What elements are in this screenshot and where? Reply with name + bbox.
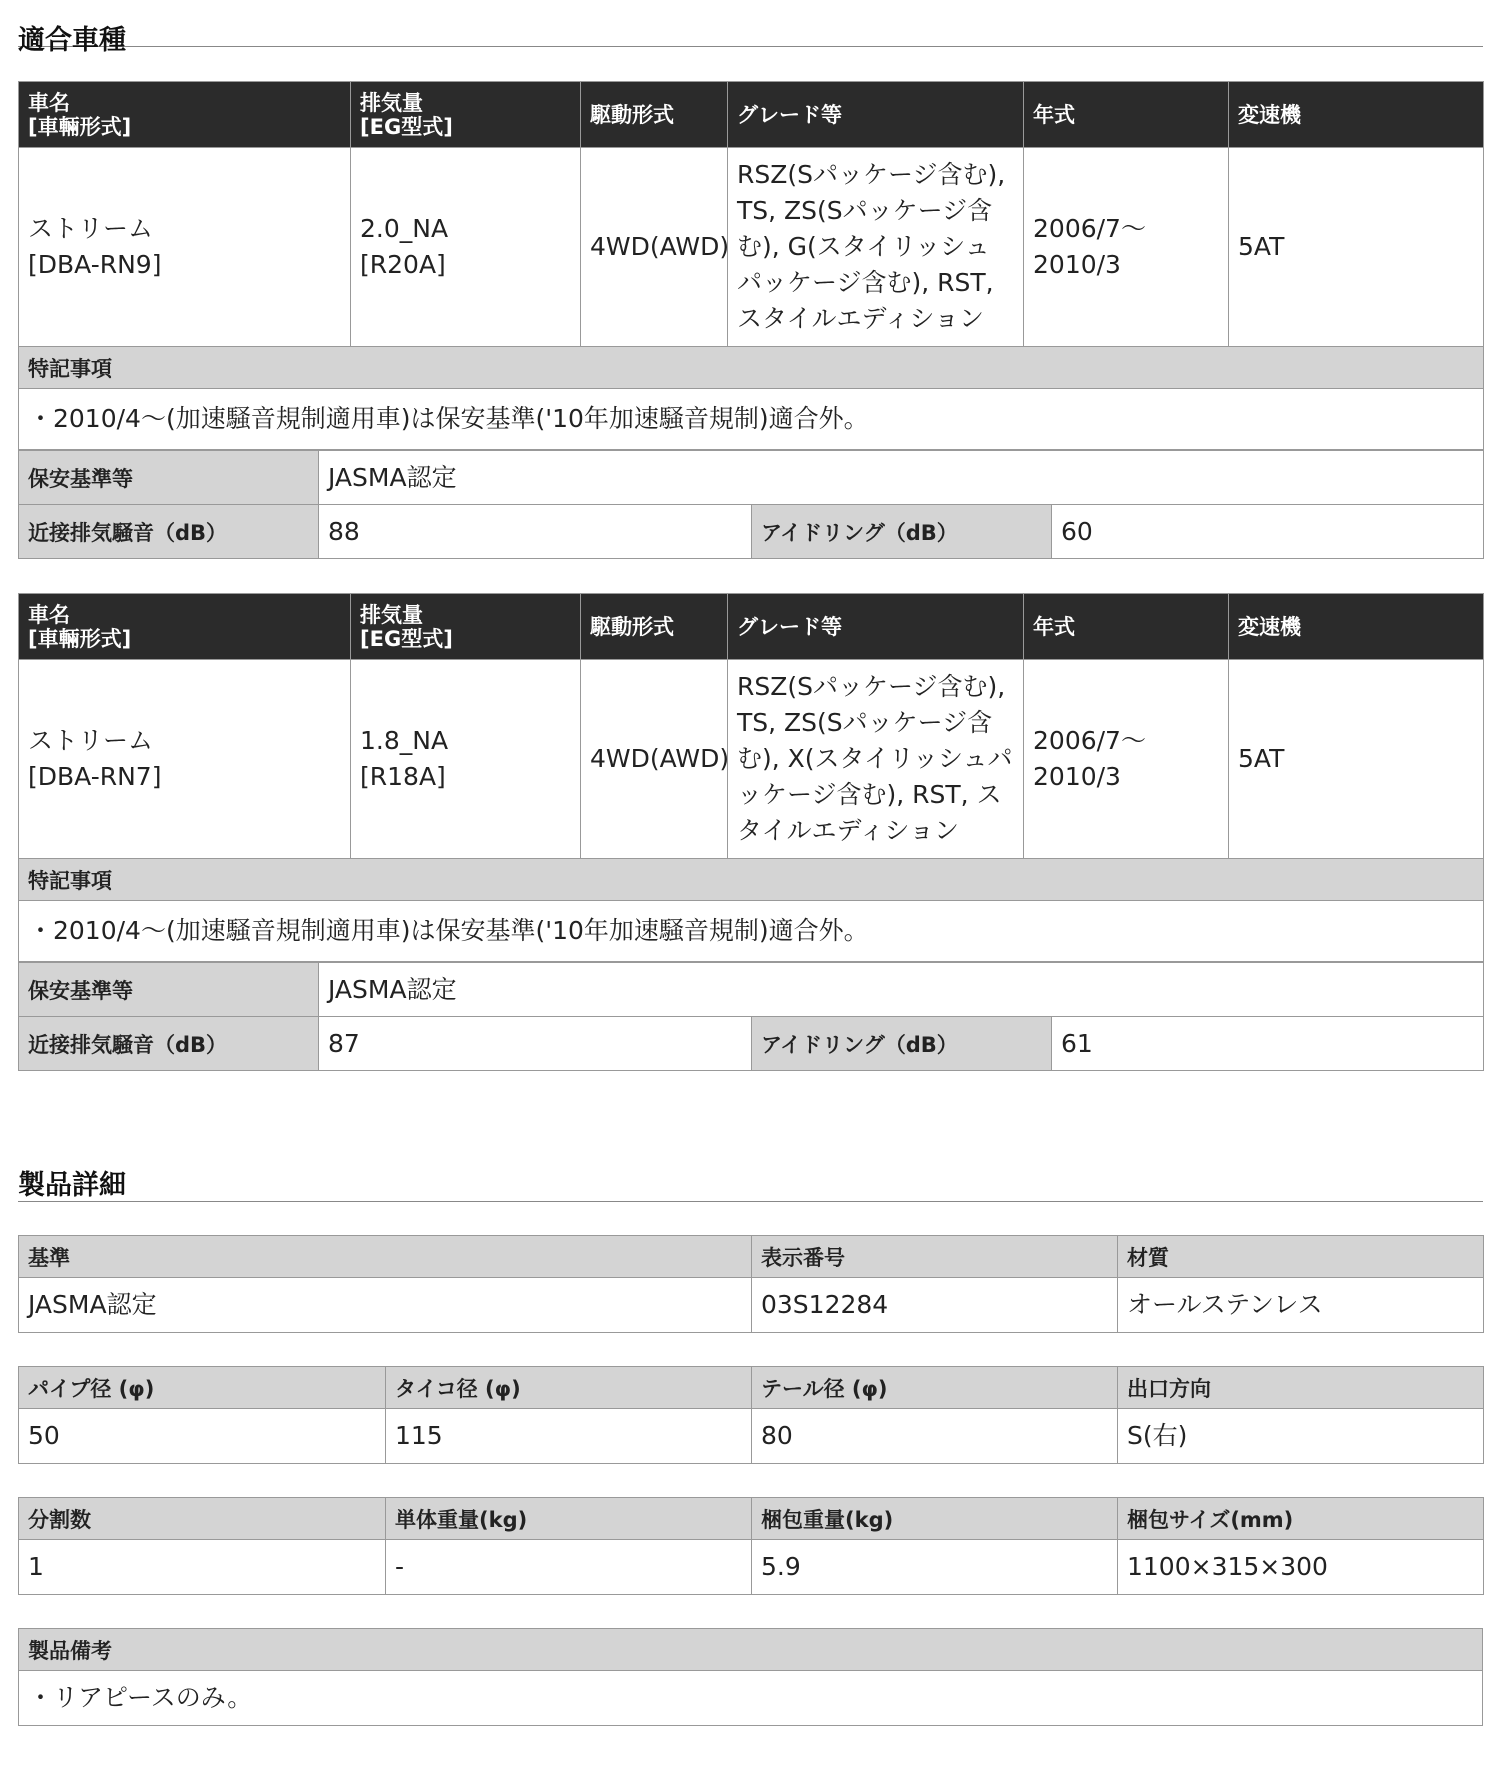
cell-drive: 4WD(AWD): [581, 660, 728, 859]
header-grade: グレード等: [728, 82, 1024, 148]
cell-standard: JASMA認定: [19, 1278, 752, 1333]
header-unit-weight: 単体重量(kg): [386, 1498, 752, 1540]
compat-table-1: [18, 81, 1484, 450]
header-drive: 駆動形式: [581, 82, 728, 148]
header-display-number: 表示番号: [752, 1236, 1118, 1278]
compat-info-table-1: [18, 450, 1484, 559]
notes-text: ・2010/4～(加速騒音規制適用車)は保安基準('10年加速騒音規制)適合外。: [19, 389, 1484, 450]
detail-section-title: 製品詳細: [18, 1170, 126, 1201]
safety-label: 保安基準等: [19, 963, 319, 1017]
header-pack-size: 梱包サイズ(mm): [1118, 1498, 1484, 1540]
page-content: [18, 0, 1483, 1726]
detail-table-remarks: [18, 1628, 1483, 1726]
cell-pack-weight: 5.9: [752, 1540, 1118, 1595]
idle-value: 61: [1052, 1017, 1484, 1071]
header-year: 年式: [1024, 82, 1229, 148]
detail-table-weights: [18, 1497, 1484, 1595]
header-displacement: 排気量 [EG型式]: [351, 594, 581, 660]
cell-tail-diameter: 80: [752, 1409, 1118, 1464]
cell-displacement: 2.0_NA [R20A]: [351, 148, 581, 347]
cell-car-name: ストリーム [DBA-RN9]: [19, 148, 351, 347]
cell-transmission: 5AT: [1229, 660, 1484, 859]
compat-section-title: 適合車種: [18, 25, 126, 56]
cell-displacement: 1.8_NA [R18A]: [351, 660, 581, 859]
header-remarks: 製品備考: [19, 1629, 1483, 1671]
cell-year: 2006/7～2010/3: [1024, 660, 1229, 859]
cell-pack-size: 1100×315×300: [1118, 1540, 1484, 1595]
idle-label: アイドリング（dB）: [752, 505, 1052, 559]
header-tail-diameter: テール径 (φ): [752, 1367, 1118, 1409]
cell-exit-direction: S(右): [1118, 1409, 1484, 1464]
cell-split-count: 1: [19, 1540, 386, 1595]
notes-label: 特記事項: [19, 859, 1484, 901]
header-year: 年式: [1024, 594, 1229, 660]
cell-unit-weight: -: [386, 1540, 752, 1595]
header-car-name: 車名 [車輛形式]: [19, 594, 351, 660]
header-material: 材質: [1118, 1236, 1484, 1278]
idle-value: 60: [1052, 505, 1484, 559]
compat-info-table-2: [18, 962, 1484, 1071]
header-drive: 駆動形式: [581, 594, 728, 660]
cell-pipe-diameter: 50: [19, 1409, 386, 1464]
header-grade: グレード等: [728, 594, 1024, 660]
cell-grade: RSZ(Sパッケージ含む), TS, ZS(Sパッケージ含む), X(スタイリッシュパッケージ含む), RST, スタイルエディション: [728, 660, 1024, 859]
idle-label: アイドリング（dB）: [752, 1017, 1052, 1071]
header-exit-direction: 出口方向: [1118, 1367, 1484, 1409]
section-divider: [18, 1201, 1483, 1202]
cell-material: オールステンレス: [1118, 1278, 1484, 1333]
cell-drive: 4WD(AWD): [581, 148, 728, 347]
safety-value: JASMA認定: [319, 451, 1484, 505]
safety-value: JASMA認定: [319, 963, 1484, 1017]
cell-remarks: ・リアピースのみ。: [19, 1671, 1483, 1726]
noise-label: 近接排気騒音（dB）: [19, 505, 319, 559]
cell-year: 2006/7～2010/3: [1024, 148, 1229, 347]
cell-grade: RSZ(Sパッケージ含む), TS, ZS(Sパッケージ含む), G(スタイリッシュパッケージ含む), RST, スタイルエディション: [728, 148, 1024, 347]
cell-transmission: 5AT: [1229, 148, 1484, 347]
notes-text: ・2010/4～(加速騒音規制適用車)は保安基準('10年加速騒音規制)適合外。: [19, 901, 1484, 962]
header-standard: 基準: [19, 1236, 752, 1278]
detail-table-standard: [18, 1235, 1484, 1333]
noise-label: 近接排気騒音（dB）: [19, 1017, 319, 1071]
header-pack-weight: 梱包重量(kg): [752, 1498, 1118, 1540]
notes-label: 特記事項: [19, 347, 1484, 389]
header-pipe-diameter: パイプ径 (φ): [19, 1367, 386, 1409]
header-split-count: 分割数: [19, 1498, 386, 1540]
header-taiko-diameter: タイコ径 (φ): [386, 1367, 752, 1409]
header-transmission: 変速機: [1229, 594, 1484, 660]
cell-display-number: 03S12284: [752, 1278, 1118, 1333]
detail-table-diameters: [18, 1366, 1484, 1464]
header-displacement: 排気量 [EG型式]: [351, 82, 581, 148]
safety-label: 保安基準等: [19, 451, 319, 505]
compat-table-2: [18, 593, 1484, 962]
noise-value: 88: [319, 505, 752, 559]
header-transmission: 変速機: [1229, 82, 1484, 148]
section-divider: [18, 46, 1483, 47]
noise-value: 87: [319, 1017, 752, 1071]
cell-car-name: ストリーム [DBA-RN7]: [19, 660, 351, 859]
cell-taiko-diameter: 115: [386, 1409, 752, 1464]
header-car-name: 車名 [車輛形式]: [19, 82, 351, 148]
